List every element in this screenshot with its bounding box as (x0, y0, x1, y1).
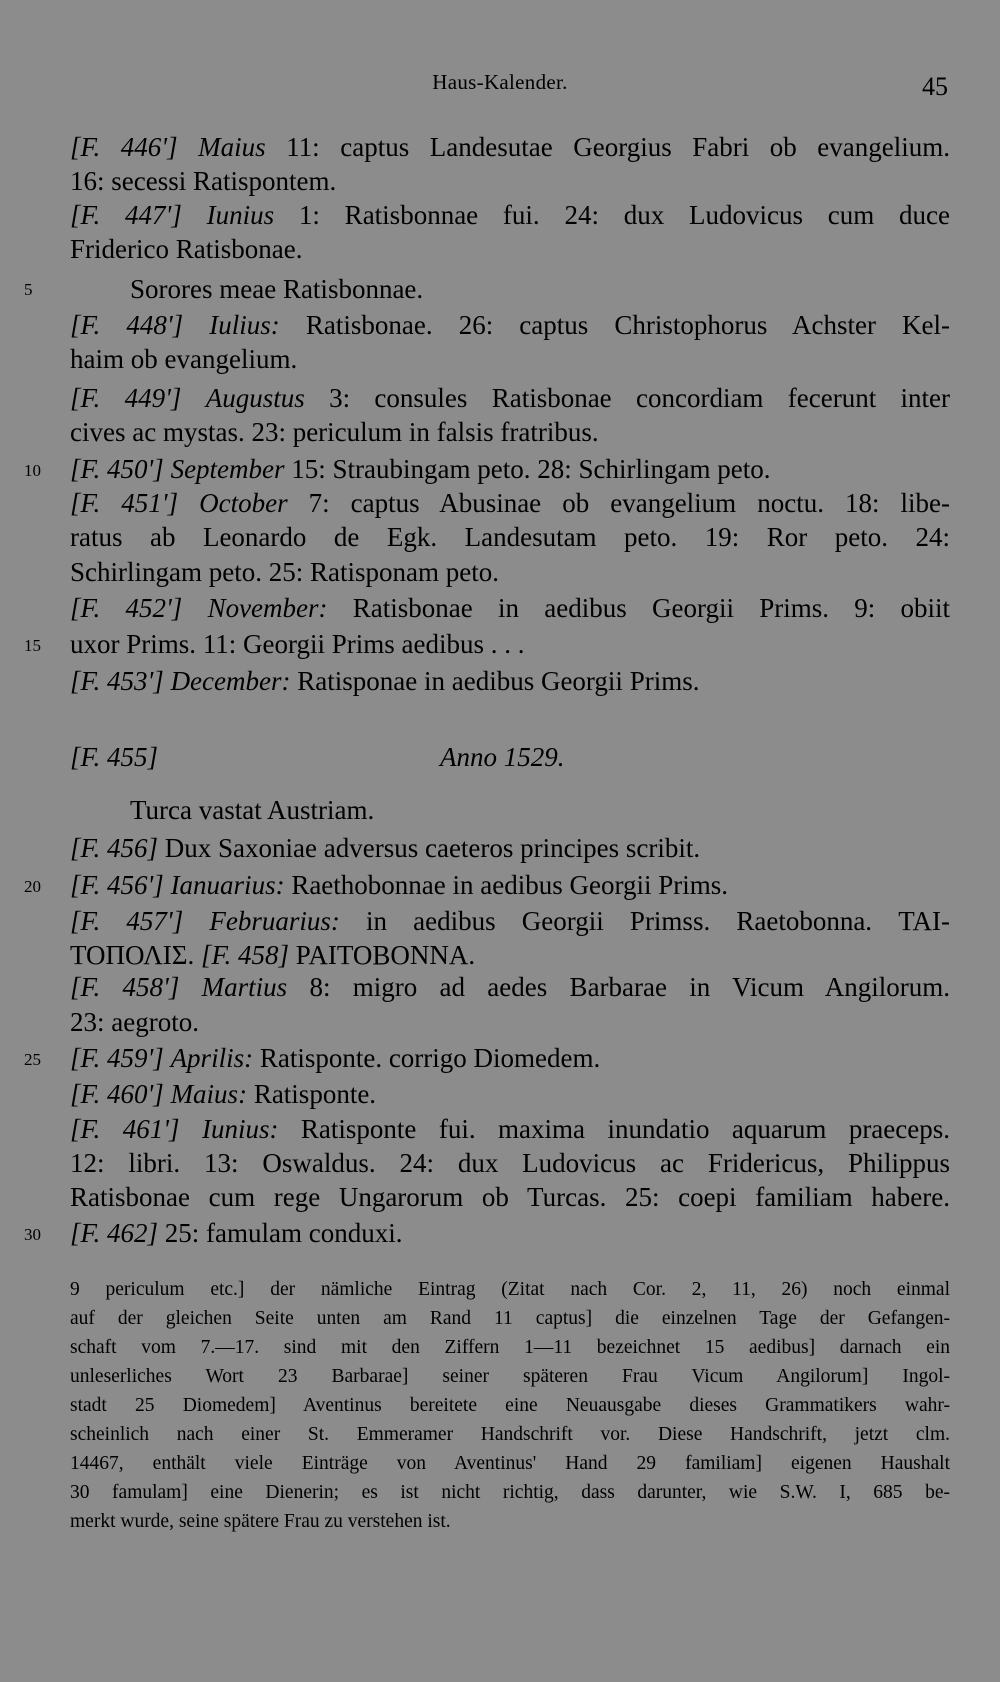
section-heading: Anno 1529. (440, 742, 565, 772)
footnote-line: unleserliches Wort 23 Barbarae] seiner späteren Frau Vicum Angilorum] Ingol- (70, 1366, 950, 1387)
line-number: 30 (24, 1225, 41, 1244)
line-number: 15 (24, 636, 41, 655)
text-line: [F. 450ʹ] September 15: Straubingam peto. 28: Schirlingam peto. (70, 454, 771, 484)
text-line: [F. 451ʹ] October 7: captus Abusinae ob evangelium noctu. 18: libe- (70, 488, 950, 518)
folio-ref: [F. 455] (70, 742, 159, 772)
text-line: [F. 452ʹ] November: Ratisbonae in aedibus Georgii Prims. 9: obiit (70, 593, 950, 623)
text-line: [F. 456ʹ] Ianuarius: Raethobonnae in aedibus Georgii Prims. (70, 870, 728, 900)
text-line: 16: secessi Ratispontem. (70, 166, 337, 196)
text-line: haim ob evangelium. (70, 344, 298, 374)
text-line: cives ac mystas. 23: periculum in falsis fratribus. (70, 417, 599, 447)
footnote-line: merkt wurde, seine spätere Frau zu verstehen ist. (70, 1511, 451, 1532)
page-number: 45 (922, 72, 948, 101)
text-line: [F. 448ʹ] Iulius: Ratisbonae. 26: captus Christophorus Achster Kel- (70, 310, 951, 340)
text-line: ratus ab Leonardo de Egk. Landesutam peto. 19: Ror peto. 24: (70, 522, 950, 552)
text-line: 23: aegroto. (70, 1007, 199, 1037)
text-line: [F. 462] 25: famulam conduxi. (70, 1218, 403, 1248)
text-line: [F. 453ʹ] December: Ratisponae in aedibus Georgii Prims. (70, 666, 700, 696)
line-number: 5 (24, 280, 33, 299)
text-line: Sorores meae Ratisbonnae. (130, 274, 424, 304)
line-number: 10 (24, 461, 41, 480)
footnote-line: auf der gleichen Seite unten am Rand 11 captus] die einzelnen Tage der Gefangen- (70, 1308, 950, 1329)
text-line: [F. 456] Dux Saxoniae adversus caeteros principes scribit. (70, 833, 701, 863)
text-line: [F. 460ʹ] Maius: Ratisponte. (70, 1079, 377, 1109)
footnote-line: 30 famulam] eine Dienerin; es ist nicht richtig, dass darunter, wie S.W. I, 685 be- (70, 1482, 950, 1503)
footnote-line: scheinlich nach einer St. Emmeramer Handschrift vor. Diese Handschrift, jetzt clm. (70, 1424, 950, 1445)
text-line: [F. 461ʹ] Iunius: Ratisponte fui. maxima inundatio aquarum praeceps. (70, 1114, 951, 1144)
text-line: Turca vastat Austriam. (130, 795, 375, 825)
text-line: [F. 449ʹ] Augustus 3: consules Ratisbonae concordiam fecerunt inter (70, 383, 950, 413)
line-number: 25 (24, 1050, 41, 1069)
footnote-line: 14467, enthält viele Einträge von Aventinus' Hand 29 familiam] eigenen Haushalt (70, 1453, 950, 1474)
text-line: uxor Prims. 11: Georgii Prims aedibus . . . (70, 629, 525, 659)
text-line: [F. 446ʹ] Maius 11: captus Landesutae Georgius Fabri ob evangelium. (70, 132, 951, 162)
text-line: Friderico Ratisbonae. (70, 234, 303, 264)
text-line: [F. 457ʹ] Februarius: in aedibus Georgii Primss. Raetobonna. ΤΑΙ- (70, 906, 951, 936)
text-line: [F. 447ʹ] Iunius 1: Ratisbonnae fui. 24: dux Ludovicus cum duce (70, 200, 951, 230)
text-line: Schirlingam peto. 25: Ratisponam peto. (70, 557, 499, 587)
text-line: Ratisbonae cum rege Ungarorum ob Turcas. 25: coepi familiam habere. (70, 1182, 950, 1212)
line-number: 20 (24, 877, 41, 896)
footnote-line: schaft vom 7.—17. sind mit den Ziffern 1—11 bezeichnet 15 aedibus] darnach ein (70, 1337, 950, 1358)
footnote-line: stadt 25 Diomedem] Aventinus bereitete eine Neuausgabe dieses Grammatikers wahr- (70, 1395, 950, 1416)
text-line: ΤΟΠΟΛΙΣ. [F. 458] ΡΑΙΤΟΒΟΝΝΑ. (70, 940, 476, 970)
text-line: [F. 459ʹ] Aprilis: Ratisponte. corrigo Diomedem. (70, 1043, 601, 1073)
footnote-line: 9 periculum etc.] der nämliche Eintrag (Zitat nach Cor. 2, 11, 26) noch einmal (70, 1279, 950, 1300)
text-line: 12: libri. 13: Oswaldus. 24: dux Ludovicus ac Fridericus, Philippus (70, 1148, 950, 1178)
text-line: [F. 458ʹ] Martius 8: migro ad aedes Barbarae in Vicum Angilorum. (70, 972, 950, 1002)
running-header: Haus-Kalender. (432, 70, 568, 94)
